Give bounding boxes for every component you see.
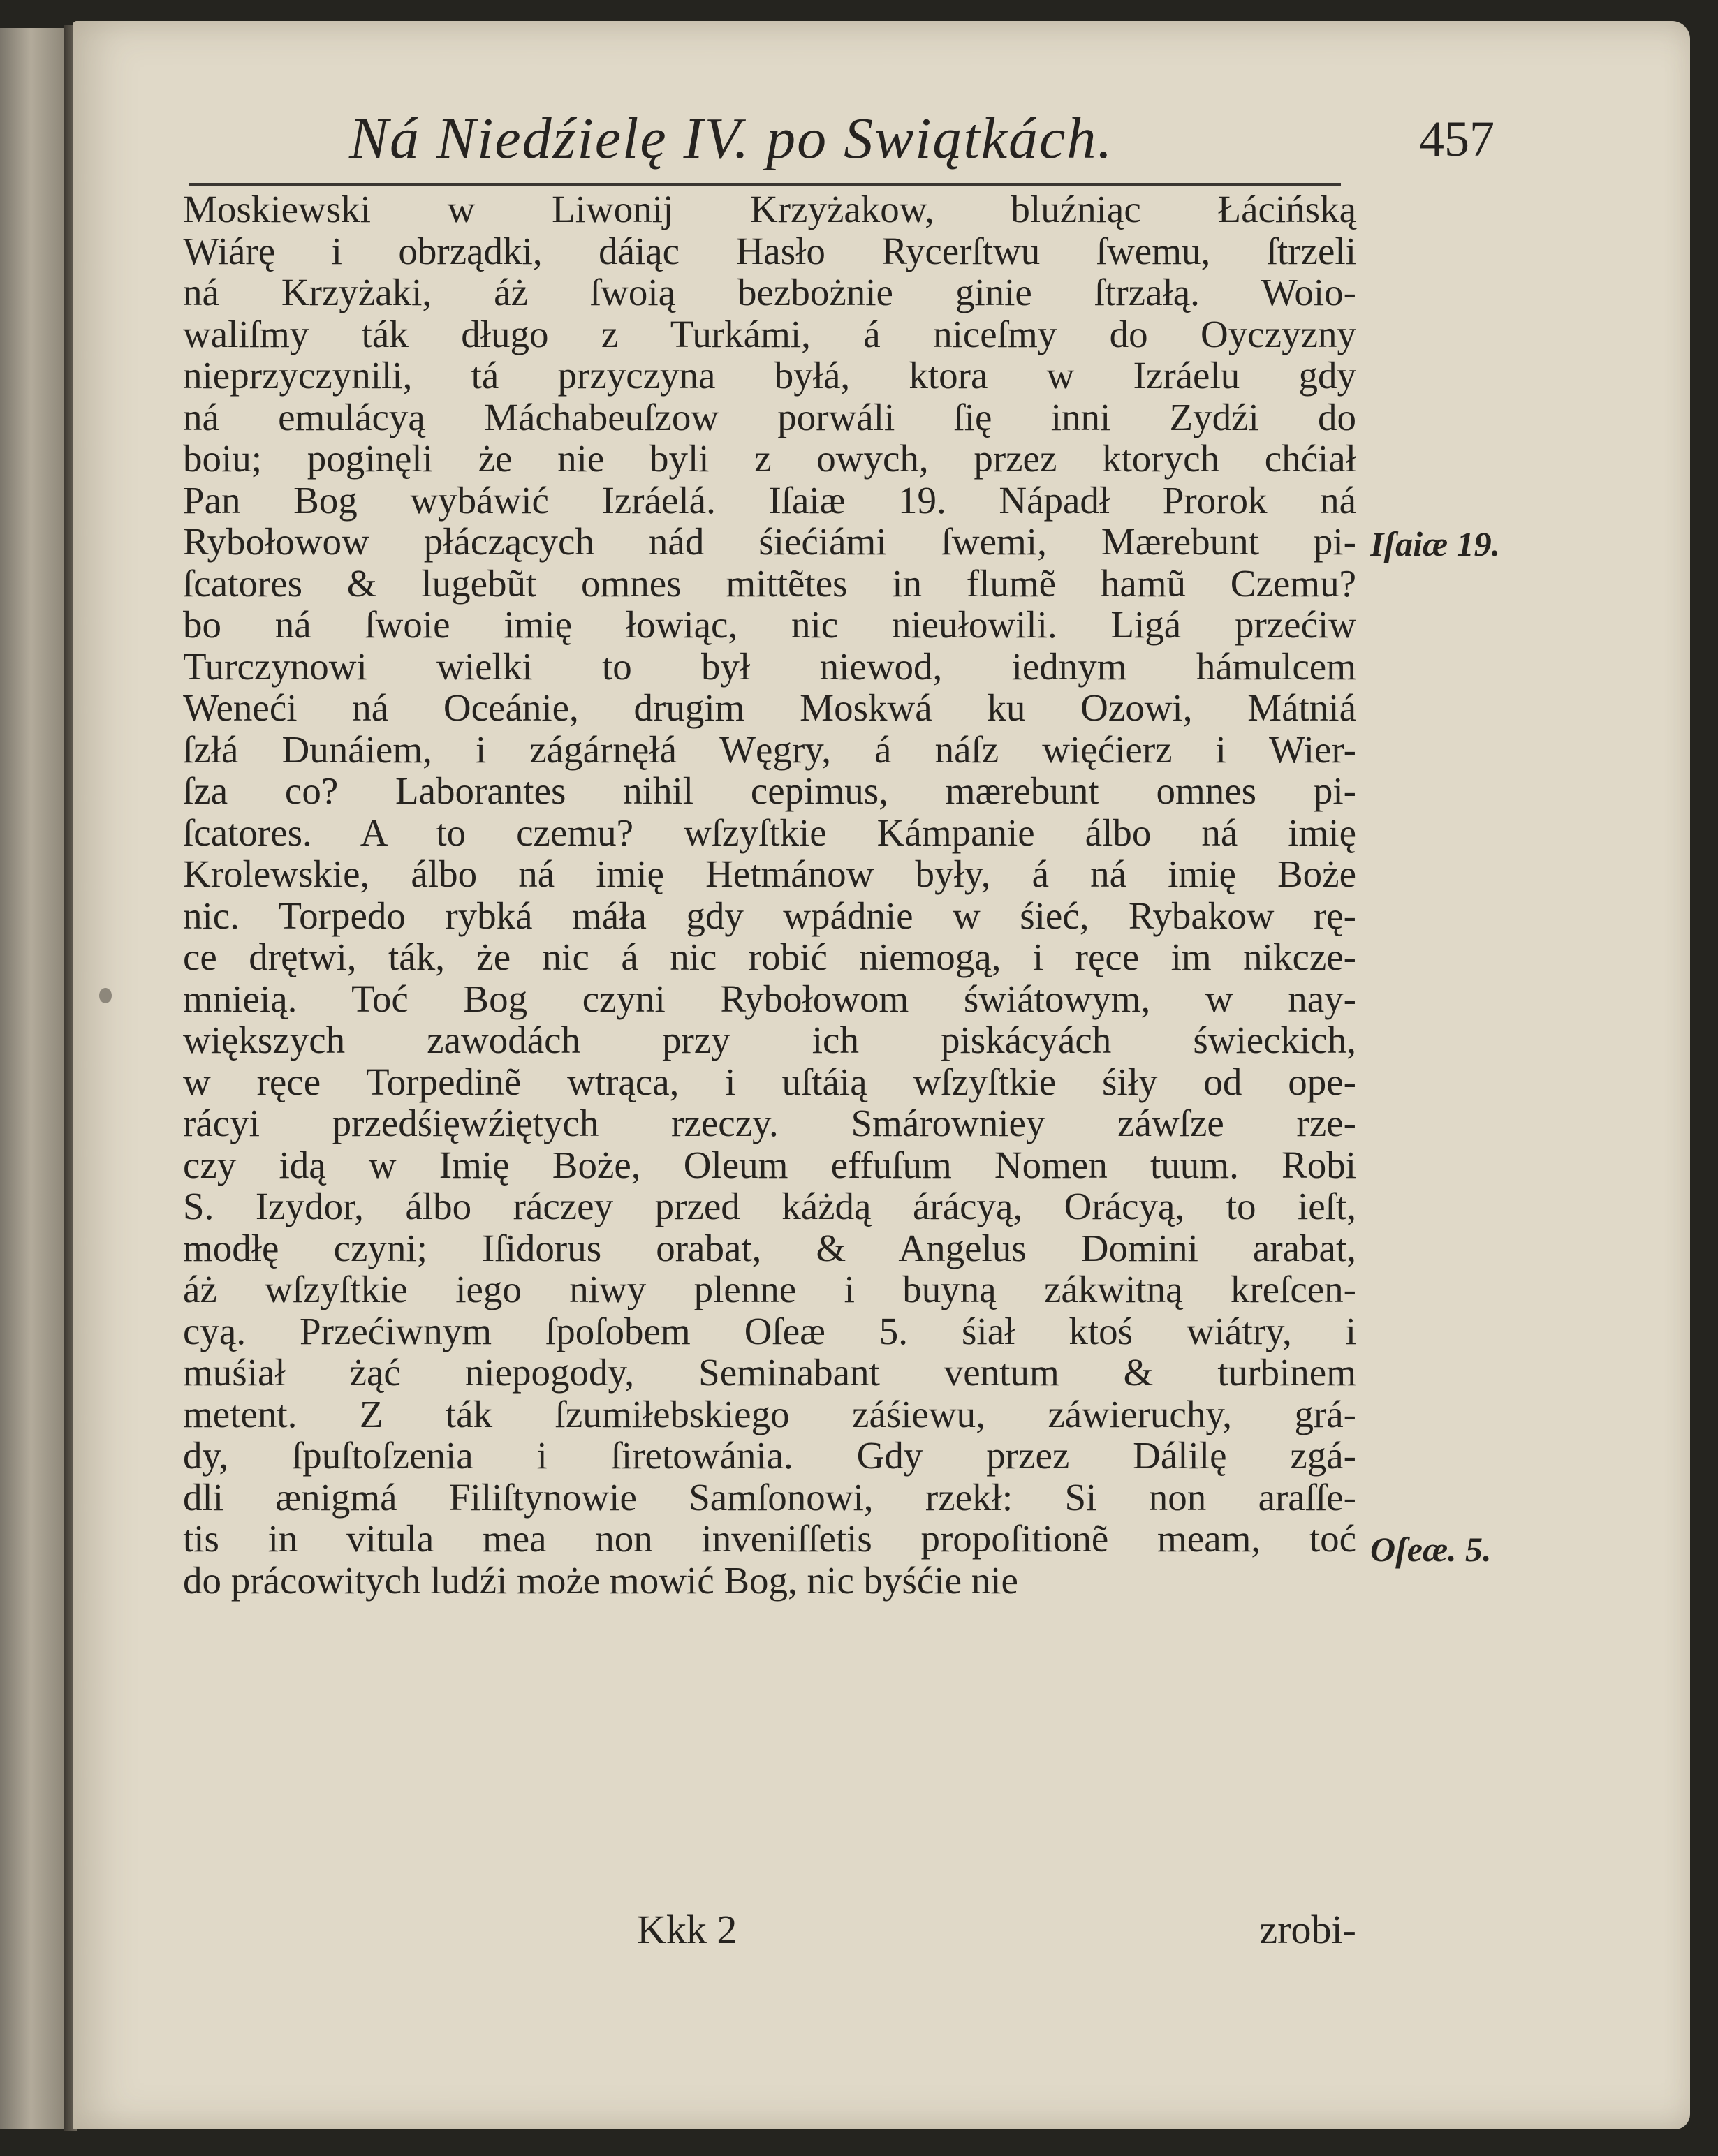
text-line: Pan Bog wybáwić Izráelá. Iſaiæ 19. Nápadł Prorok ná: [183, 478, 1356, 522]
text-line: dli ænigmá Filiſtynowie Samſonowi, rzekł: Si non araſſe-: [183, 1475, 1356, 1519]
text-line: ſzłá Dunáiem, i zágárnęłá Węgry, á náſz więćierz i Wier-: [183, 728, 1356, 771]
text-line: Krolewskie, álbo ná imię Hetmánow były, á ná imię Boże: [183, 852, 1356, 895]
margin-note: Iſaiæ 19.: [1370, 524, 1501, 563]
text-line: do prácowitych ludźi może mowić Bog, nic byśćie nie: [183, 1558, 1018, 1602]
margin-note: Oſeæ. 5.: [1370, 1530, 1492, 1569]
text-line: muśiał żąć niepogody, Seminabant ventum & turbinem: [183, 1351, 1356, 1394]
body-text: [183, 189, 1356, 1601]
text-line: nieprzyczynili, tá przyczyna byłá, ktora w Izráelu gdy: [183, 354, 1356, 397]
text-line: tis in vitula mea non inveniſſetis propoſitionẽ meam, toć: [183, 1517, 1356, 1560]
text-line: nic. Torpedo rybká máła gdy wpádnie w śieć, Rybakow rę-: [183, 894, 1356, 937]
text-line: S. Izydor, álbo ráczey przed káżdą árácyą, Orácyą, to ieſt,: [183, 1185, 1356, 1227]
running-title: Ná Niedźielę IV. po Swiątkách.: [349, 106, 1114, 171]
text-line: ná Krzyżaki, áż ſwoią bezbożnie ginie ſtrzałą. Woio-: [183, 271, 1356, 313]
text-line: ſcatores. A to czemu? wſzyſtkie Kámpanie álbo ná imię: [183, 811, 1356, 854]
text-line: rácyi przedśięwźiętych rzeczy. Smárowniey záwſze rze-: [183, 1102, 1356, 1144]
page-number: 457: [1419, 111, 1495, 167]
text-line: mnieią. Toć Bog czyni Rybołowom świátowym, w nay-: [183, 977, 1356, 1020]
catchword: zrobi-: [1259, 1907, 1356, 1952]
text-line: Weneći ná Oceánie, drugim Moskwá ku Ozowi, Mátniá: [183, 686, 1356, 729]
text-line: czy idą w Imię Boże, Oleum effuſum Nomen tuum. Robi: [183, 1143, 1356, 1186]
page-footer: [183, 1906, 1356, 1955]
text-line: cyą. Przećiwnym ſpoſobem Oſeæ 5. śiał ktoś wiátry, i: [183, 1309, 1356, 1352]
text-line: áż wſzyſtkie iego niwy plenne i buyną zákwitną kreſcen-: [183, 1268, 1356, 1310]
text-line: modłę czyni; Iſidorus orabat, & Angelus Domini arabat,: [183, 1226, 1356, 1269]
text-line: ſcatores & lugebũt omnes mittẽtes in flumẽ hamũ Czemu?: [183, 561, 1356, 605]
signature-mark: Kkk 2: [637, 1907, 737, 1952]
text-line: dy, ſpuſtoſzenia i ſiretowánia. Gdy przez Dálilę zgá-: [183, 1434, 1356, 1477]
text-line: w ręce Torpedinẽ wtrąca, i uſtáią wſzyſtkie śiły od ope-: [183, 1060, 1356, 1103]
text-line: ce drętwi, ták, że nic á nic robić niemogą, i ręce im nikcze-: [183, 936, 1356, 978]
text-line: Moskiewski w Liwonij Krzyżakow, bluźniąc Łácińską: [183, 188, 1356, 230]
binding-hole: [99, 988, 112, 1003]
page-header: [189, 105, 1495, 182]
text-line: boiu; poginęli że nie byli z owych, przez ktorych chćiał: [183, 437, 1356, 480]
text-line: Turczynowi wielki to był niewod, iednym hámulcem: [183, 644, 1356, 688]
text-line: ná emulácyą Máchabeuſzow porwáli ſię inni Zydźi do: [183, 395, 1356, 438]
text-line: ſza co? Laborantes nihil cepimus, mærebunt omnes pi-: [183, 769, 1356, 812]
text-line: bo ná ſwoie imię łowiąc, nic nieułowili. Ligá przećiw: [183, 603, 1356, 646]
text-line: Rybołowow płáczących nád śiećiámi ſwemi, Mærebunt pi-: [183, 520, 1356, 563]
header-rule: [189, 183, 1341, 186]
text-line: metent. Z ták ſzumiłebskiego záśiewu, záwieruchy, grá-: [183, 1392, 1356, 1435]
left-page-edge: [0, 28, 68, 2129]
text-line: większych zawodách przy ich piskácyách świeckich,: [183, 1019, 1356, 1061]
text-line: Wiárę i obrządki, dáiąc Hasło Rycerſtwu ſwemu, ſtrzeli: [183, 229, 1356, 272]
text-line: waliſmy ták długo z Turkámi, á niceſmy do Oyczyzny: [183, 312, 1356, 355]
